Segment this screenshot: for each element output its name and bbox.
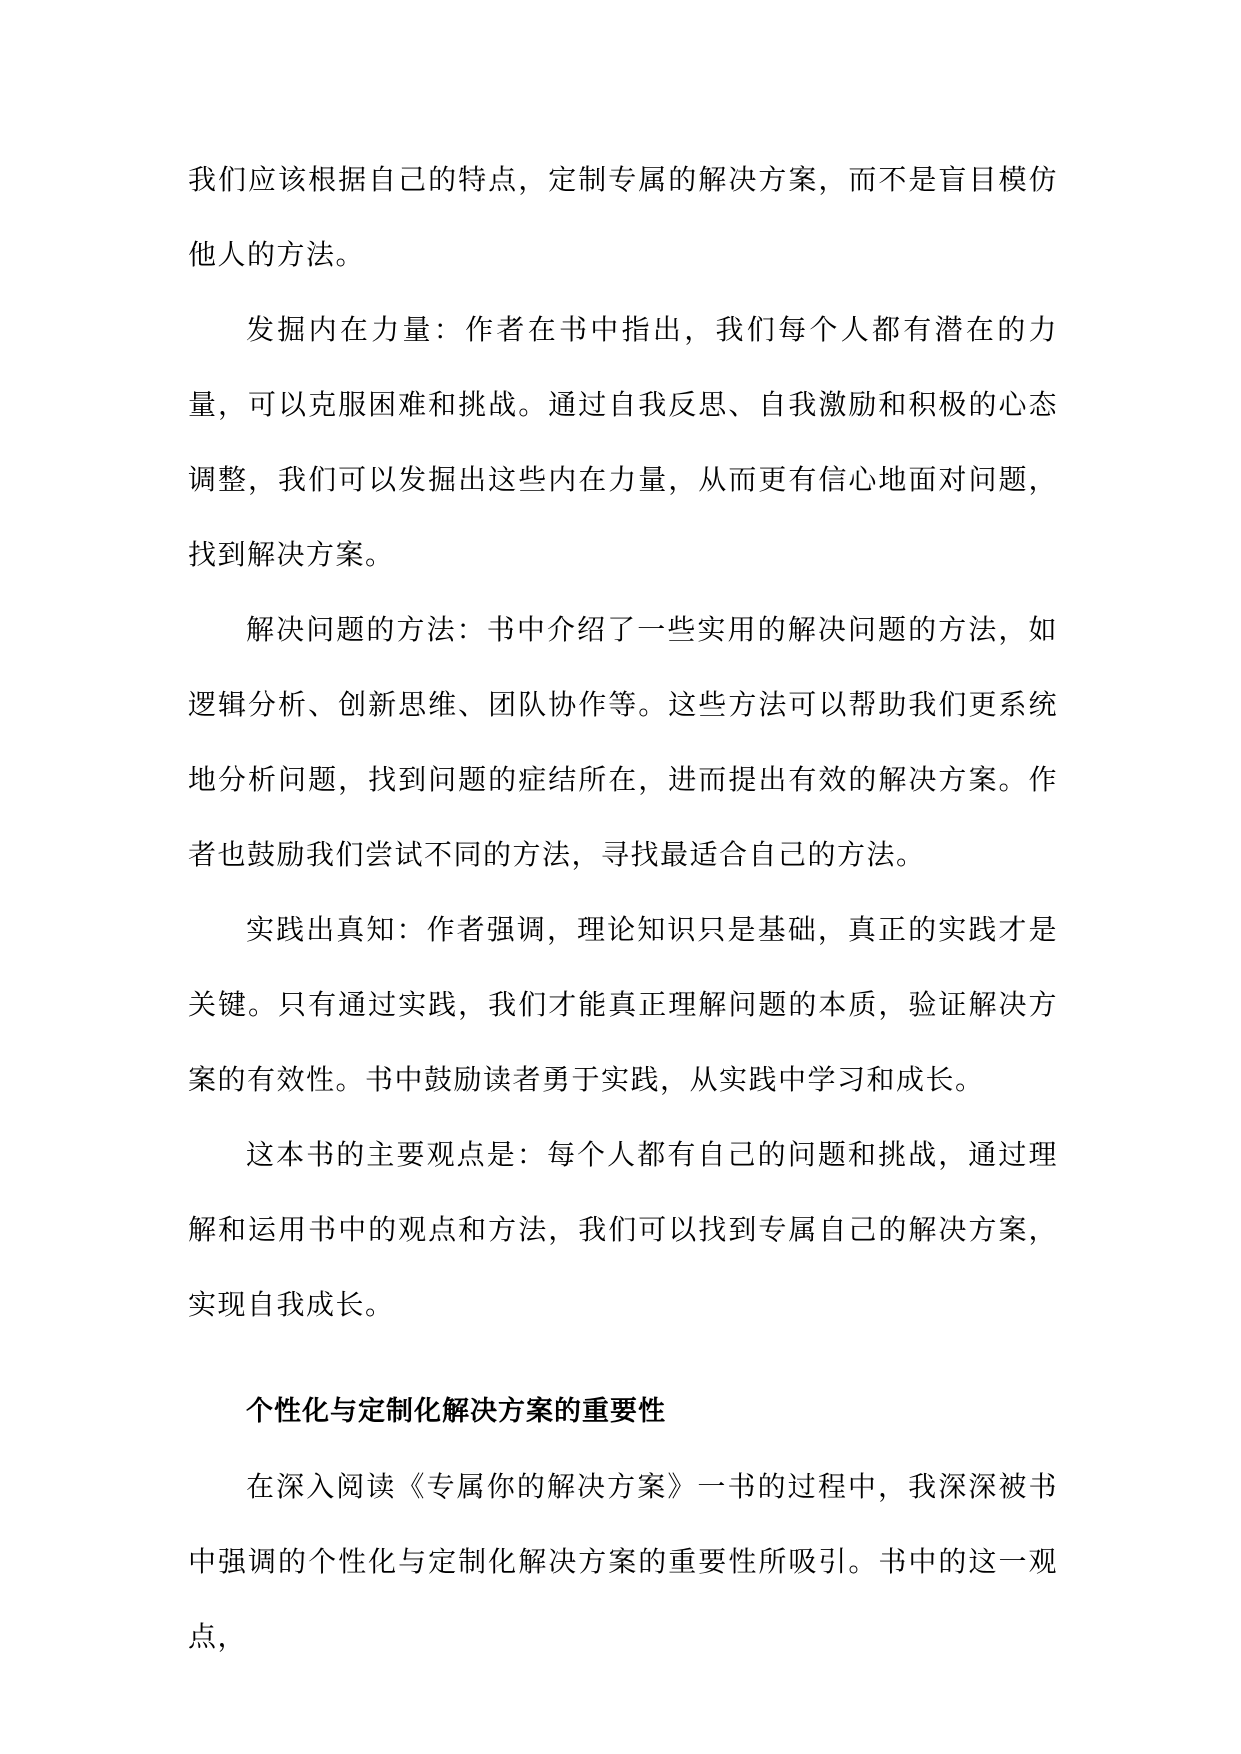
paragraph-practice: 实践出真知：作者强调，理论知识只是基础，真正的实践才是关键。只有通过实践，我们才能真正理解问题的本质，验证解决方案的有效性。书中鼓励读者勇于实践，从实践中学习和成长。 <box>188 913 1058 1096</box>
paragraph-continuation: 我们应该根据自己的特点，定制专属的解决方案，而不是盲目模仿他人的方法。 <box>188 163 1058 271</box>
document-body <box>188 142 1058 1674</box>
paragraph-problem-solving-methods: 解决问题的方法：书中介绍了一些实用的解决问题的方法，如逻辑分析、创新思维、团队协作等。这些方法可以帮助我们更系统地分析问题，找到问题的症结所在，进而提出有效的解决方案。作者也鼓励我们尝试不同的方法，寻找最适合自己的方法。 <box>188 613 1058 871</box>
paragraph-section-intro: 在深入阅读《专属你的解决方案》一书的过程中，我深深被书中强调的个性化与定制化解决方案的重要性所吸引。书中的这一观点， <box>188 1470 1058 1653</box>
paragraph-main-viewpoint: 这本书的主要观点是：每个人都有自己的问题和挑战，通过理解和运用书中的观点和方法，我们可以找到专属自己的解决方案，实现自我成长。 <box>188 1138 1058 1321</box>
paragraph-inner-strength: 发掘内在力量：作者在书中指出，我们每个人都有潜在的力量，可以克服困难和挑战。通过自我反思、自我激励和积极的心态调整，我们可以发掘出这些内在力量，从而更有信心地面对问题，找到解决方案。 <box>188 313 1058 571</box>
section-heading: 个性化与定制化解决方案的重要性 <box>246 1396 666 1427</box>
